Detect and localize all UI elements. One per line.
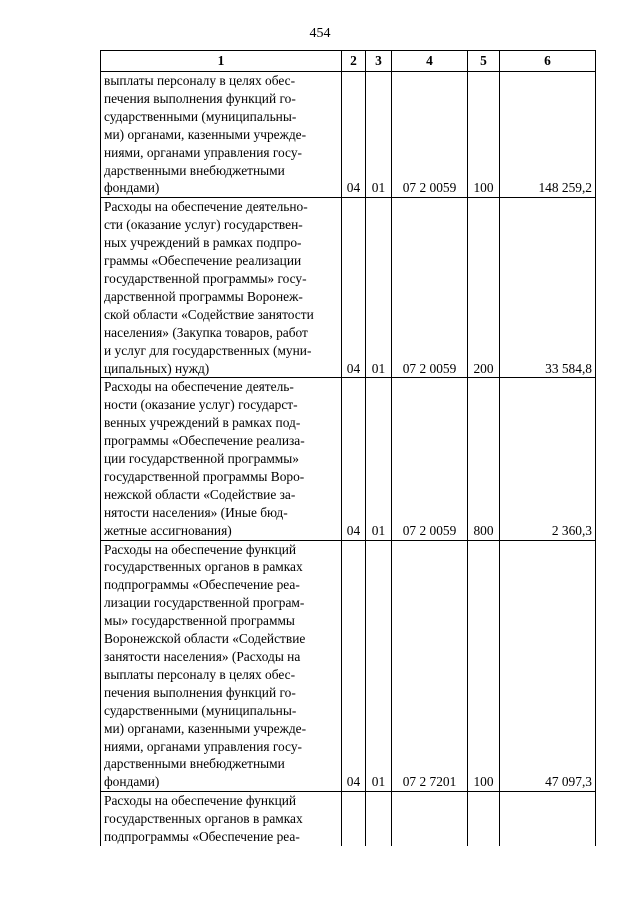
expense-type-code [468, 792, 500, 846]
description-line: занятости населения» (Расходы на [104, 649, 301, 664]
expense-type-code: 200 [468, 198, 500, 378]
row-description [101, 792, 342, 846]
description-line: фондами) [104, 180, 160, 196]
subsection-code: 01 [366, 72, 392, 198]
description-line: сударственными (муниципальны- [104, 702, 297, 718]
description-line: лизации государственной програм- [104, 595, 305, 611]
page-number: 454 [309, 26, 331, 41]
target-article-code: 07 2 7201 [392, 540, 468, 792]
amount: 148 259,2 [500, 72, 596, 198]
description-line: ской области «Содействие занятости [104, 306, 314, 322]
target-article-code: 07 2 0059 [392, 378, 468, 540]
table-row [101, 378, 596, 540]
description-line: Расходы на обеспечение функций [104, 793, 297, 809]
subsection-code: 01 [366, 198, 392, 378]
description-line: государственных органов в рамках [104, 559, 303, 575]
target-article-code [392, 792, 468, 846]
description-line: ми) органами, казенными учрежде- [104, 126, 307, 142]
description-line: и услуг для государственных (муни- [104, 342, 312, 358]
description-line: ных учреждений в рамках подпро- [104, 235, 302, 251]
column-header: 3 [366, 51, 392, 72]
description-line: фондами) [104, 774, 160, 790]
description-line: ципальных) нужд) [104, 360, 210, 376]
row-description [101, 72, 342, 198]
section-code: 04 [342, 72, 366, 198]
description-line: нежской области «Содействие за- [104, 486, 296, 502]
description-line: венных учреждений в рамках под- [104, 415, 301, 431]
description-line: печения выполнения функций го- [104, 90, 296, 106]
description-line: выплаты персоналу в целях обес- [104, 666, 296, 682]
description-line: ми) органами, казенными учрежде- [104, 720, 307, 736]
description-line: печения выполнения функций го- [104, 684, 296, 700]
target-article-code: 07 2 0059 [392, 72, 468, 198]
description-line: выплаты персоналу в целях обес- [104, 73, 296, 88]
target-article-code: 07 2 0059 [392, 198, 468, 378]
description-line: нятости населения» (Иные бюд- [104, 504, 288, 520]
description-line: дарственными внебюджетными [104, 162, 285, 178]
header-row [101, 51, 596, 72]
expense-type-code: 100 [468, 540, 500, 792]
description-line: ции государственной программы» [104, 451, 299, 467]
section-code: 04 [342, 198, 366, 378]
budget-table [100, 50, 596, 846]
table-row [101, 792, 596, 846]
row-description [101, 198, 342, 378]
description-line: Расходы на обеспечение функций [104, 541, 297, 557]
description-line: Воронежской области «Содействие [104, 631, 306, 647]
amount: 2 360,3 [500, 378, 596, 540]
description-line: жетные ассигнования) [104, 522, 232, 538]
description-line: государственной программы» госу- [104, 270, 307, 286]
column-header: 2 [342, 51, 366, 72]
section-code: 04 [342, 540, 366, 792]
description-line: Расходы на обеспечение деятельно- [104, 199, 308, 215]
subsection-code: 01 [366, 540, 392, 792]
subsection-code: 01 [366, 378, 392, 540]
description-line: программы «Обеспечение реализа- [104, 433, 305, 449]
description-line: дарственной программы Воронеж- [104, 288, 303, 304]
description-line: дарственными внебюджетными [104, 756, 285, 772]
description-line: подпрограммы «Обеспечение реа- [104, 577, 300, 593]
column-header: 1 [101, 51, 342, 72]
description-line: мы» государственной программы [104, 613, 295, 629]
description-line: государственных органов в рамках [104, 811, 303, 827]
expense-type-code: 100 [468, 72, 500, 198]
description-line: сударственными (муниципальны- [104, 108, 297, 124]
description-line: Расходы на обеспечение деятель- [104, 379, 294, 395]
table-body [101, 72, 596, 846]
column-header: 6 [500, 51, 596, 72]
column-header: 4 [392, 51, 468, 72]
table-row [101, 72, 596, 198]
amount: 33 584,8 [500, 198, 596, 378]
table-row [101, 198, 596, 378]
description-line: населения» (Закупка товаров, работ [104, 324, 308, 340]
row-description [101, 540, 342, 792]
table-row [101, 540, 596, 792]
description-line: ности (оказание услуг) государст- [104, 397, 298, 413]
description-line: граммы «Обеспечение реализации [104, 253, 302, 269]
column-header: 5 [468, 51, 500, 72]
row-description [101, 378, 342, 540]
subsection-code [366, 792, 392, 846]
amount [500, 792, 596, 846]
description-line: ниями, органами управления госу- [104, 144, 302, 160]
description-line: ниями, органами управления госу- [104, 738, 302, 754]
amount: 47 097,3 [500, 540, 596, 792]
description-line: государственной программы Воро- [104, 468, 305, 484]
description-line: сти (оказание услуг) государствен- [104, 217, 303, 233]
description-line: подпрограммы «Обеспечение реа- [104, 829, 300, 845]
section-code: 04 [342, 378, 366, 540]
expense-type-code: 800 [468, 378, 500, 540]
section-code [342, 792, 366, 846]
